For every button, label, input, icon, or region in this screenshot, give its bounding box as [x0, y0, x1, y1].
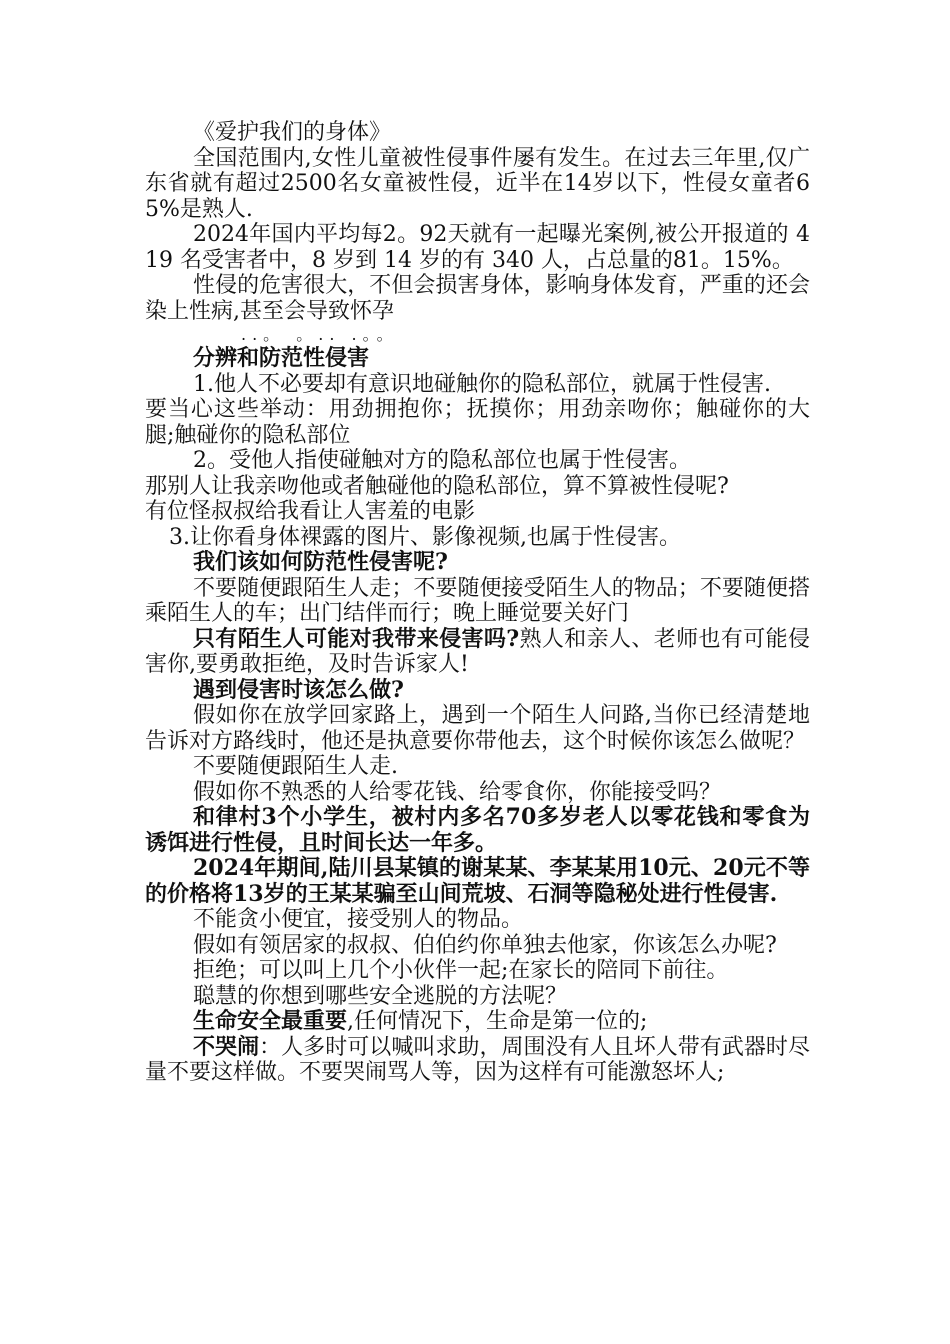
paragraph-statistics-2024: 2024年国内平均每2。92天就有一起曝光案例,被公开报道的 419 名受害者中，8 岁到 14 岁的有 340 人，占总量的81。15%。 — [145, 222, 810, 273]
document-body — [145, 120, 810, 1086]
life-first-label: 生命安全最重要 — [193, 1008, 348, 1034]
document-title: 《爱护我们的身体》 — [193, 120, 392, 145]
no-crying-label: 不哭闹 — [193, 1033, 260, 1060]
paragraph-statistics-guangdong: 全国范围内,女性儿童被性侵事件屡有发生。在过去三年里,仅广东省就有超过2500名女童被性侵，近半在14岁以下，性侵女童者65%是熟人. — [145, 145, 810, 222]
paragraph-question: 那别人让我亲吻他或者触碰他的隐私部位，算不算被性侵呢? — [145, 473, 729, 499]
no-crying-text: ：人多时可以喊叫求助，周围没有人且坏人带有武器时尽量不要这样做。不要哭闹骂人等，因为这样有可能激怒坏人; — [145, 1034, 810, 1085]
paragraph-acquaintances — [145, 627, 810, 678]
paragraph-answer-neighbor: 拒绝；可以叫上几个小伙伴一起;在家长的陪同下前往。 — [193, 958, 729, 983]
heading-what-to-do: 遇到侵害时该怎么做? — [193, 676, 404, 703]
paragraph-behaviors: 要当心这些举动：用劲拥抱你；抚摸你；用劲亲吻你；触碰你的大腿;触碰你的隐私部位 — [145, 397, 810, 448]
heading-prevention: 我们该如何防范性侵害呢? — [193, 549, 448, 575]
paragraph-answer-gifts: 不能贪小便宜，接受别人的物品。 — [193, 907, 524, 932]
life-first-text: ,任何情况下，生命是第一位的; — [347, 1009, 648, 1034]
paragraph-point-3: 3.让你看身体裸露的图片、影像视频,也属于性侵害。 — [169, 524, 681, 550]
paragraph-escape-question: 聪慧的你想到哪些安全逃脱的方法呢？ — [193, 983, 568, 1009]
paragraph-case-helv: 和律村3个小学生，被村内多名70多岁老人以零花钱和零食为诱饵进行性侵，且时间长达一年多。 — [145, 804, 810, 856]
paragraph-harm: 性侵的危害很大，不但会损害身体，影响身体发育，严重的还会染上性病,甚至会导致怀孕 — [145, 273, 810, 324]
paragraph-movie: 有位怪叔叔给我看让人害羞的电影 — [145, 499, 476, 524]
paragraph-answer-directions: 不要随便跟陌生人走. — [193, 754, 398, 779]
paragraph-scenario-gifts: 假如你不熟悉的人给零花钱、给零食你，你能接受吗？ — [193, 779, 722, 805]
dots-line: ..。 。.. .。。 — [241, 325, 399, 344]
acquaintances-question: 只有陌生人可能对我带来侵害吗? — [193, 625, 520, 652]
heading-identify: 分辨和防范性侵害 — [193, 345, 370, 371]
paragraph-point-2: 2。受他人指使碰触对方的隐私部位也属于性侵害。 — [193, 448, 691, 473]
paragraph-life-first — [145, 1009, 810, 1035]
paragraph-scenario-directions: 假如你在放学回家路上，遇到一个陌生人问路,当你已经清楚地告诉对方路线时，他还是执意要你带他去，这个时候你该怎么做呢？ — [145, 703, 810, 754]
paragraph-scenario-neighbor: 假如有领居家的叔叔、伯伯约你单独去他家，你该怎么办呢? — [193, 932, 777, 958]
paragraph-point-1: 1.他人不必要却有意识地碰触你的隐私部位，就属于性侵害. — [193, 371, 771, 397]
acquaintances-answer: 熟人和亲人、老师也有可能侵害你,要勇敢拒绝，及时告诉家人! — [145, 626, 810, 677]
paragraph-prevention-tips: 不要随便跟陌生人走；不要随便接受陌生人的物品；不要随便搭乘陌生人的车；出门结伴而行；晚上睡觉要关好门 — [145, 575, 810, 626]
paragraph-no-crying — [145, 1035, 810, 1086]
paragraph-case-luchuan: 2024年期间,陆川县某镇的谢某某、李某某用10元、20元不等的价格将13岁的王某某骗至山间荒坡、石洞等隐秘处进行性侵害. — [145, 855, 810, 907]
